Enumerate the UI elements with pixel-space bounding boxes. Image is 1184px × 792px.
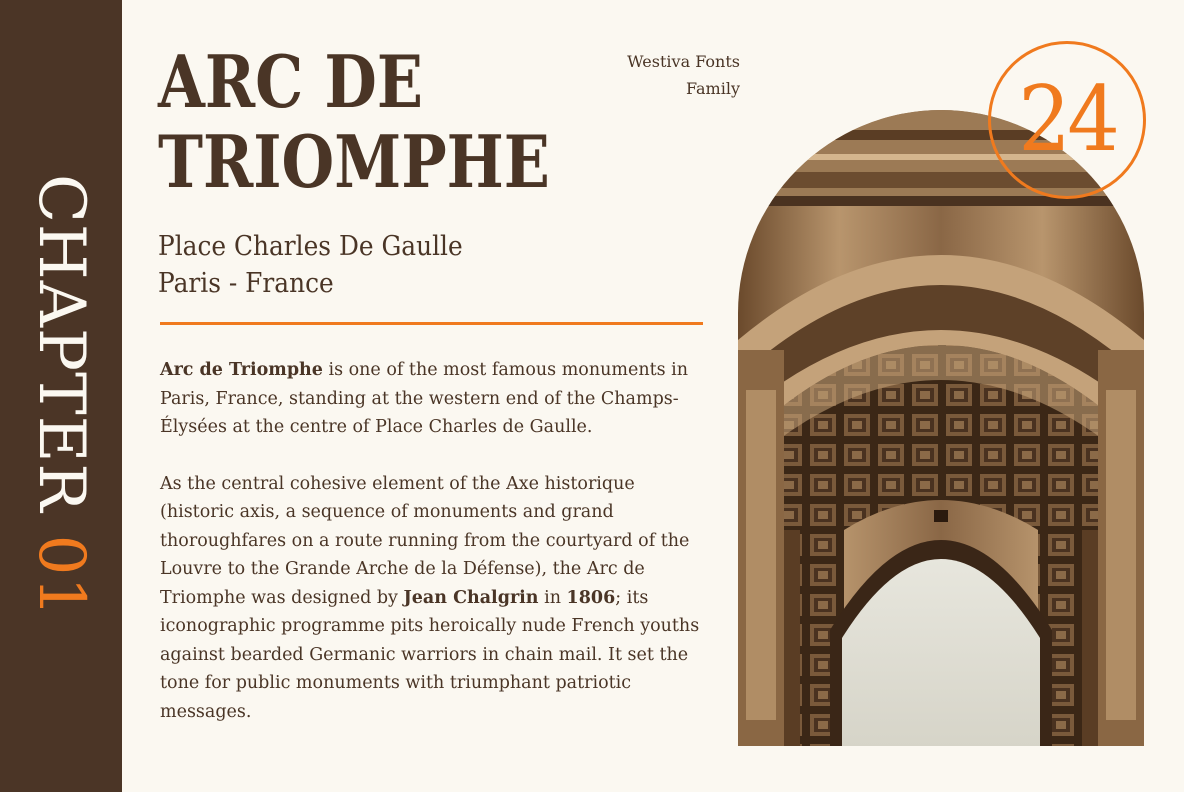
paragraph-2-text-a: As the central cohesive element of the Axe historique (historic axis, a sequence of monuments and grand thoroughfares on a route running from the courtyard of the Louvre to the Grande Arche de la Défense), the Arc de Triomphe was designed by [160, 473, 690, 608]
paragraph-2 [160, 470, 712, 727]
article-body [160, 356, 712, 726]
title-line-1: ARC DE [158, 39, 423, 124]
page-number-badge [988, 41, 1146, 199]
design-year: 1806 [566, 587, 616, 608]
paragraph-2-text-c: ; its iconographic programme pits heroically nude French youths against bearded Germanic warriors in chain mail. It set the tone for public monuments with triumphant patriotic messages. [160, 587, 700, 722]
page-title [158, 39, 550, 204]
paragraph-1-text: is one of the most famous monuments in Paris, France, standing at the western end of the Champs-Élysées at the centre of Place Charles de Gaulle. [160, 360, 689, 437]
subject-name: Arc de Triomphe [160, 360, 323, 380]
page-number: 24 [1017, 67, 1117, 172]
chapter-number: 01 [24, 534, 98, 619]
subtitle-line-1: Place Charles De Gaulle [158, 231, 463, 262]
location-subtitle [158, 228, 463, 302]
arch-photo-illustration [738, 110, 1144, 746]
arch-photo [738, 110, 1144, 746]
brand-line-2: Family [686, 79, 740, 98]
architect-name: Jean Chalgrin [403, 587, 539, 608]
chapter-label [24, 173, 98, 619]
chapter-word: CHAPTER [24, 173, 98, 513]
subtitle-line-2: Paris - France [158, 268, 334, 299]
chapter-sidebar [0, 0, 122, 792]
paragraph-1 [160, 356, 712, 442]
paragraph-2-text-b: in [538, 587, 567, 608]
brand-line-1: Westiva Fonts [627, 52, 740, 71]
section-divider [160, 322, 703, 325]
brand-credit [627, 48, 740, 102]
title-line-2: TRIOMPHE [158, 119, 550, 204]
